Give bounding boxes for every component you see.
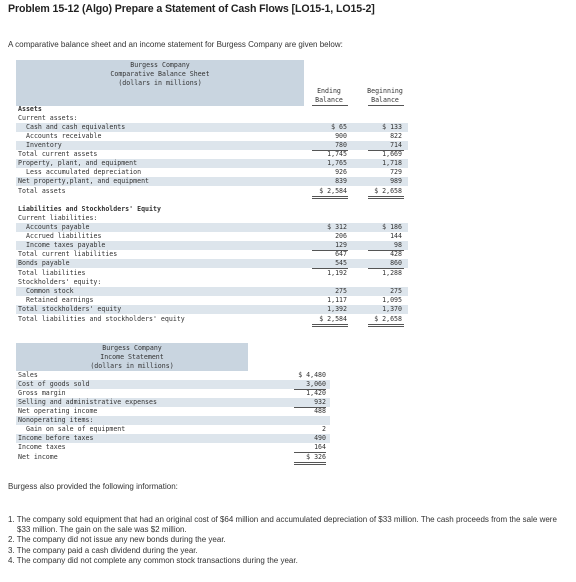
beginning-balance-value: 1,669 — [382, 150, 402, 158]
row-label: Current liabilities: — [18, 214, 98, 222]
amount-value: 1,420 — [306, 389, 326, 397]
ending-balance-value: 129 — [335, 241, 347, 249]
income-statement-row — [16, 443, 330, 452]
double-underline — [312, 196, 348, 197]
income-statement-title: Income Statement — [100, 353, 164, 361]
amount-value: 490 — [314, 434, 326, 442]
row-label: Cost of goods sold — [18, 380, 90, 388]
beginning-balance-value: 729 — [390, 168, 402, 176]
row-label: Assets — [18, 105, 42, 113]
income-statement-row — [16, 416, 330, 425]
balance-sheet-units: (dollars in millions) — [118, 79, 202, 87]
beginning-balance-value: 428 — [390, 250, 402, 258]
balance-sheet-row — [16, 278, 408, 287]
beginning-balance-value: $ 133 — [382, 123, 402, 131]
col-header-ending-line1: Ending — [317, 87, 341, 95]
info-heading: Burgess also provided the following information: — [8, 482, 178, 491]
ending-balance-value: 1,392 — [327, 305, 347, 313]
double-underline — [312, 326, 348, 327]
ending-balance-value: $ 2,584 — [319, 315, 347, 323]
row-label: Gross margin — [18, 389, 66, 397]
row-label: Total current liabilities — [18, 250, 118, 258]
row-label: Cash and cash equivalents — [26, 123, 126, 131]
ending-balance-value: 1,117 — [327, 296, 347, 304]
ending-balance-value: 1,192 — [327, 269, 347, 277]
row-label: Total stockholders' equity — [18, 305, 122, 313]
amount-value: 932 — [314, 398, 326, 406]
amount-value: $ 326 — [306, 453, 326, 461]
row-label: Property, plant, and equipment — [18, 159, 138, 167]
income-statement — [16, 343, 330, 473]
balance-sheet-row — [16, 223, 408, 232]
balance-sheet — [16, 60, 408, 334]
balance-sheet-row — [16, 168, 408, 177]
row-label: Accounts receivable — [26, 132, 102, 140]
row-label: Bonds payable — [18, 259, 70, 267]
row-label: Net operating income — [18, 407, 98, 415]
beginning-balance-value: $ 2,658 — [374, 187, 402, 195]
balance-sheet-row — [16, 250, 408, 259]
amount-value: 488 — [314, 407, 326, 415]
row-label: Liabilities and Stockholders' Equity — [18, 205, 161, 213]
beginning-balance-value: $ 186 — [382, 223, 402, 231]
col-header-beginning — [364, 87, 406, 105]
row-label: Total liabilities — [18, 269, 86, 277]
balance-sheet-row — [16, 114, 408, 123]
double-underline — [368, 198, 404, 199]
row-label: Less accumulated depreciation — [26, 168, 142, 176]
beginning-balance-value: 1,288 — [382, 269, 402, 277]
row-label: Retained earnings — [26, 296, 94, 304]
income-statement-units: (dollars in millions) — [90, 362, 174, 370]
income-statement-row — [16, 398, 330, 407]
row-label: Selling and administrative expenses — [18, 398, 157, 406]
ending-balance-value: 1,765 — [327, 159, 347, 167]
income-statement-row — [16, 380, 330, 389]
amount-value: 164 — [314, 443, 326, 451]
balance-sheet-row — [16, 150, 408, 159]
double-underline — [312, 198, 348, 199]
ending-balance-value: 275 — [335, 287, 347, 295]
row-label: Income before taxes — [18, 434, 94, 442]
beginning-balance-value: 275 — [390, 287, 402, 295]
row-label: Total liabilities and stockholders' equity — [18, 315, 185, 323]
beginning-balance-value: 989 — [390, 177, 402, 185]
double-underline — [368, 326, 404, 327]
row-label: Net property,plant, and equipment — [18, 177, 150, 185]
ending-balance-value: 780 — [335, 141, 347, 149]
beginning-balance-value: 1,095 — [382, 296, 402, 304]
beginning-balance-value: $ 2,658 — [374, 315, 402, 323]
note-item: 2. The company did not issue any new bonds during the year. — [8, 535, 226, 545]
balance-sheet-row — [16, 159, 408, 168]
row-label: Nonoperating items: — [18, 416, 94, 424]
row-label: Common stock — [26, 287, 74, 295]
balance-sheet-row — [16, 287, 408, 296]
note-item: 1. The company sold equipment that had an original cost of $64 million and accumulated depreciation of $33 million. The cash proceeds from the sale were $33 million. The gain on the sale was $2 million. — [8, 515, 557, 535]
ending-balance-value: 647 — [335, 250, 347, 258]
balance-sheet-row — [16, 123, 408, 132]
income-statement-company: Burgess Company — [102, 344, 162, 352]
double-underline — [294, 464, 326, 465]
balance-sheet-row — [16, 141, 408, 150]
balance-sheet-row — [16, 296, 408, 305]
row-label: Inventory — [26, 141, 62, 149]
income-statement-row — [16, 425, 330, 434]
beginning-balance-value: 822 — [390, 132, 402, 140]
col-header-ending — [308, 87, 350, 105]
col-header-beginning-line2: Balance — [371, 95, 399, 104]
row-label: Stockholders' equity: — [18, 278, 102, 286]
page-title: Problem 15-12 (Algo) Prepare a Statement of Cash Flows [LO15-1, LO15-2] — [8, 3, 375, 15]
beginning-balance-value: 144 — [390, 232, 402, 240]
beginning-balance-value: 714 — [390, 141, 402, 149]
ending-balance-value: 900 — [335, 132, 347, 140]
balance-sheet-row — [16, 259, 408, 268]
beginning-balance-value: 1,718 — [382, 159, 402, 167]
note-item: 3. The company paid a cash dividend during the year. — [8, 545, 198, 555]
income-statement-row — [16, 389, 330, 398]
ending-balance-value: 1,745 — [327, 150, 347, 158]
income-statement-header — [16, 343, 248, 371]
income-statement-row — [16, 407, 330, 416]
amount-value: 3,060 — [306, 380, 326, 388]
row-label: Income taxes payable — [26, 241, 106, 249]
income-statement-row — [16, 434, 330, 443]
balance-sheet-header — [16, 60, 304, 106]
balance-sheet-row — [16, 315, 408, 324]
balance-sheet-row — [16, 241, 408, 250]
row-label: Gain on sale of equipment — [26, 425, 126, 433]
double-underline — [312, 324, 348, 325]
ending-balance-value: $ 65 — [331, 123, 347, 131]
balance-sheet-row — [16, 214, 408, 223]
ending-balance-value: $ 312 — [327, 223, 347, 231]
ending-balance-value: 926 — [335, 168, 347, 176]
notes-list — [8, 515, 568, 566]
ending-balance-value: 839 — [335, 177, 347, 185]
balance-sheet-row — [16, 305, 408, 314]
balance-sheet-row — [16, 205, 408, 214]
intro-text: A comparative balance sheet and an income statement for Burgess Company are given below: — [8, 40, 343, 49]
col-header-ending-line2: Balance — [315, 95, 343, 104]
row-label: Net income — [18, 453, 58, 461]
income-statement-row — [16, 453, 330, 462]
row-label: Total assets — [18, 187, 66, 195]
balance-sheet-row — [16, 269, 408, 278]
note-item: 4. The company did not complete any common stock transactions during the year. — [8, 555, 298, 565]
ending-balance-value: $ 2,584 — [319, 187, 347, 195]
col-header-beginning-line1: Beginning — [367, 87, 403, 95]
balance-sheet-row — [16, 177, 408, 186]
beginning-balance-value: 1,370 — [382, 305, 402, 313]
balance-sheet-title: Comparative Balance Sheet — [110, 70, 210, 78]
row-label: Accrued liabilities — [26, 232, 102, 240]
balance-sheet-row — [16, 187, 408, 196]
row-label: Income taxes — [18, 443, 66, 451]
amount-value: $ 4,480 — [298, 371, 326, 379]
ending-balance-value: 206 — [335, 232, 347, 240]
balance-sheet-company: Burgess Company — [130, 61, 190, 69]
ending-balance-value: 545 — [335, 259, 347, 267]
beginning-balance-value: 860 — [390, 259, 402, 267]
row-label: Accounts payable — [26, 223, 90, 231]
row-label: Total current assets — [18, 150, 98, 158]
balance-sheet-row — [16, 232, 408, 241]
double-underline — [368, 196, 404, 197]
double-underline — [294, 462, 326, 463]
row-label: Sales — [18, 371, 38, 379]
income-statement-row — [16, 371, 330, 380]
amount-value: 2 — [322, 425, 326, 433]
row-label: Current assets: — [18, 114, 78, 122]
beginning-balance-value: 98 — [394, 241, 402, 249]
balance-sheet-row — [16, 105, 408, 114]
double-underline — [368, 324, 404, 325]
balance-sheet-row — [16, 132, 408, 141]
